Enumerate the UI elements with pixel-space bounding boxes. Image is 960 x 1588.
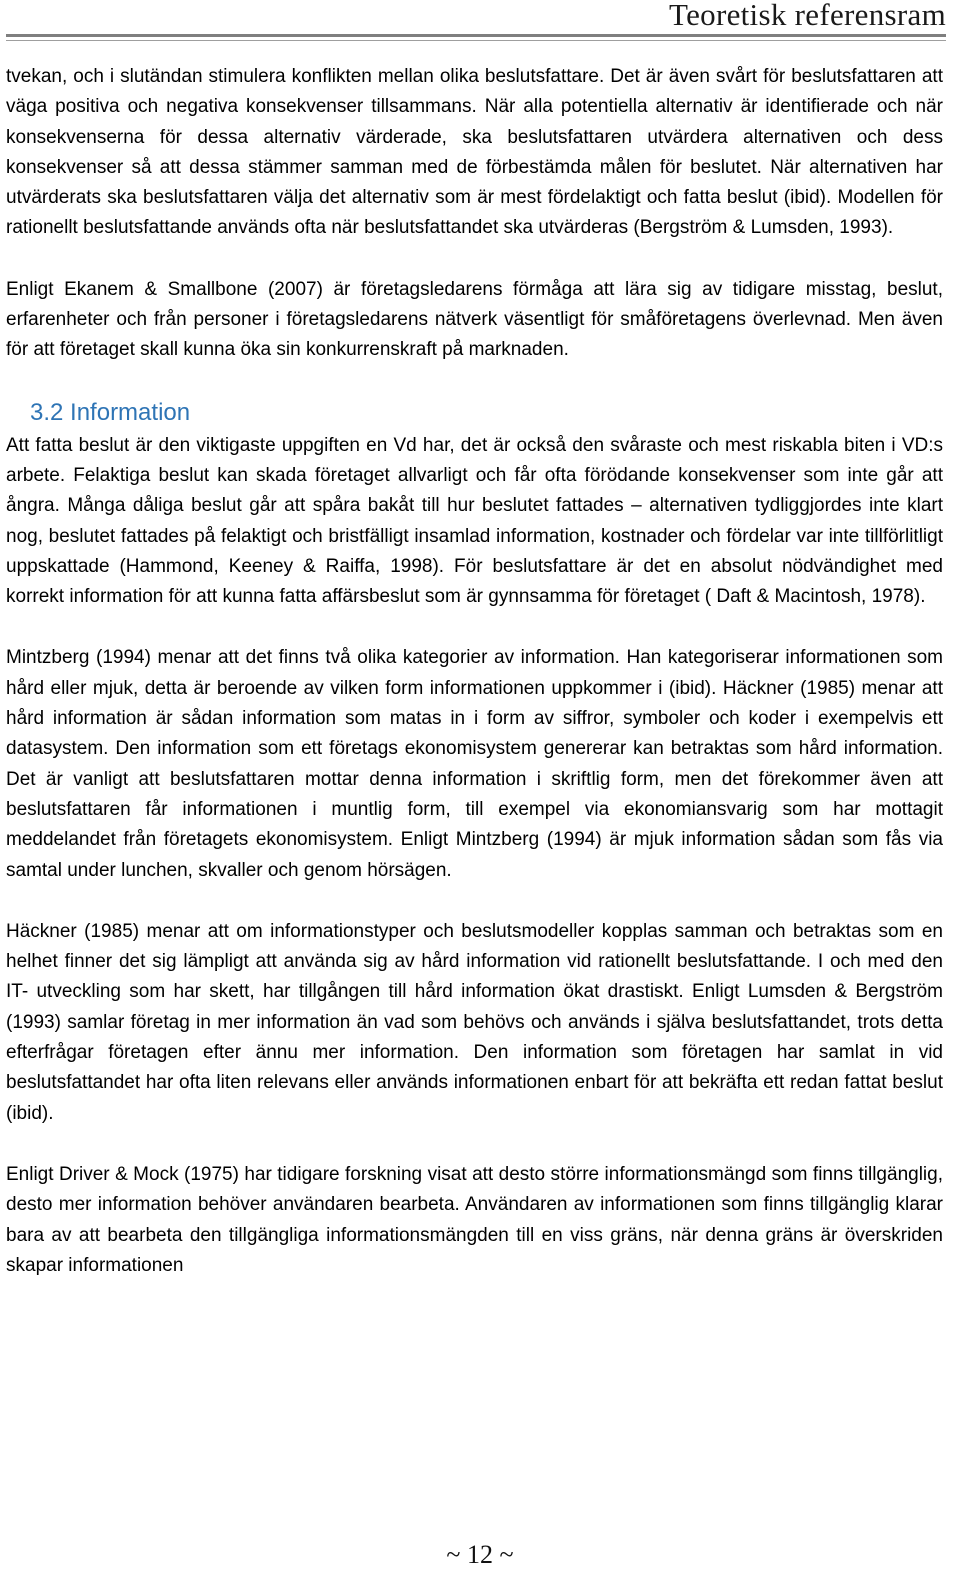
page-body [6, 62, 943, 1281]
running-header-title: Teoretisk referensram [669, 0, 946, 32]
section-heading: 3.2 Information [30, 398, 191, 426]
paragraph-ekanem-smallbone: Enligt Ekanem & Smallbone (2007) är företagsledarens förmåga att lära sig av tidigare misstag, beslut, erfarenheter och från personer i företagsledarens nätverk väsentligt för småföretagens överlevnad. Men även för att företaget skall kunna öka sin konkurrenskraft på marknaden. [6, 278, 943, 361]
header-rule-thin [6, 40, 946, 41]
page-header [6, 0, 946, 40]
paragraph-driver-mock: Enligt Driver & Mock (1975) har tidigare forskning visat att desto större informationsmängd som finns tillgänglig, desto mer information behöver användaren bearbeta. Användaren av informationen som finns tillgänglig klarar bara av att bearbeta den tillgängliga informationsmängden till en viss gräns, när denna gräns är överskriden skapar informationen [6, 1163, 943, 1276]
paragraph-mintzberg: Mintzberg (1994) menar att det finns två olika kategorier av information. Han kategoriserar informationen som hård eller mjuk, detta är beroende av vilken form informationen uppkommer i (ibid). Häckner (1985) menar att hård information är sådan information som matas in i form av siffror, symboler och koder i exempelvis ett datasystem. Den information som ett företags ekonomisystem genererar kan betraktas som hård information. Det är vanligt att beslutsfattaren mottar denna information i skriftlig form, men det förekommer även att beslutsfattaren får informationen i muntlig form, till exempel via ekonomiansvarig som har mottagit meddelandet från företagets ekonomisystem. Enligt Mintzberg (1994) är mjuk information sådan som fås via samtal under lunchen, skvaller och genom hörsägen. [6, 647, 943, 881]
paragraph-information-intro: Att fatta beslut är den viktigaste uppgiften en Vd har, det är också den svåraste och mest riskabla biten i VD:s arbete. Felaktiga beslut kan skada företaget allvarligt och får ofta förödande konsekvenser som inte går att ångra. Många dåliga beslut går att spåra bakåt till hur beslutet fattades – alternativen tydliggjordes inte klart nog, beslutet fattades på felaktigt och bristfälligt insamlad information, kostnader och fördelar var inte tillförlitligt uppskattade (Hammond, Keeney & Raiffa, 1998). För beslutsfattare är det en absolut nödvändighet med korrekt information för att kunna fatta affärsbeslut som är gynnsamma för företaget ( Daft & Macintosh, 1978). [6, 434, 943, 608]
page-number: ~ 12 ~ [446, 1540, 514, 1569]
paragraph-rational-model: tvekan, och i slutändan stimulera konflikten mellan olika beslutsfattare. Det är även svårt för beslutsfattaren att väga positiva och negativa konsekvenser tillsammans. När alla potentiella alternativ är identifierade och när konsekvenserna för dessa alternativ värderade, ska beslutsfattaren utvärdera alternativen och dess konsekvenser så att dessa stämmer samman med de förbestämda målen för beslutet. När alternativen har utvärderats ska beslutsfattaren välja det alternativ som är mest fördelaktigt och fatta beslut (ibid). Modellen för rationellt beslutsfattande används ofta när beslutsfattandet ska utvärderas (Bergström & Lumsden, 1993). [6, 66, 943, 239]
header-rule-thick [6, 34, 946, 37]
paragraph-hackner: Häckner (1985) menar att om informationstyper och beslutsmodeller kopplas samman och betraktas som en helhet finner det sig lämpligt att använda sig av hård information vid rationellt beslutsfattande. I och med den IT- utveckling som har skett, har tillgången till hård information ökat drastiskt. Enligt Lumsden & Bergström (1993) samlar företag in mer information än vad som behövs och används i själva beslutsfattandet, trots detta efterfrågar företagen efter ännu mer information. Den information som företagen har samlat in vid beslutsfattandet har ofta liten relevans eller används informationen enbart för att bekräfta ett redan fattat beslut (ibid). [6, 920, 943, 1124]
